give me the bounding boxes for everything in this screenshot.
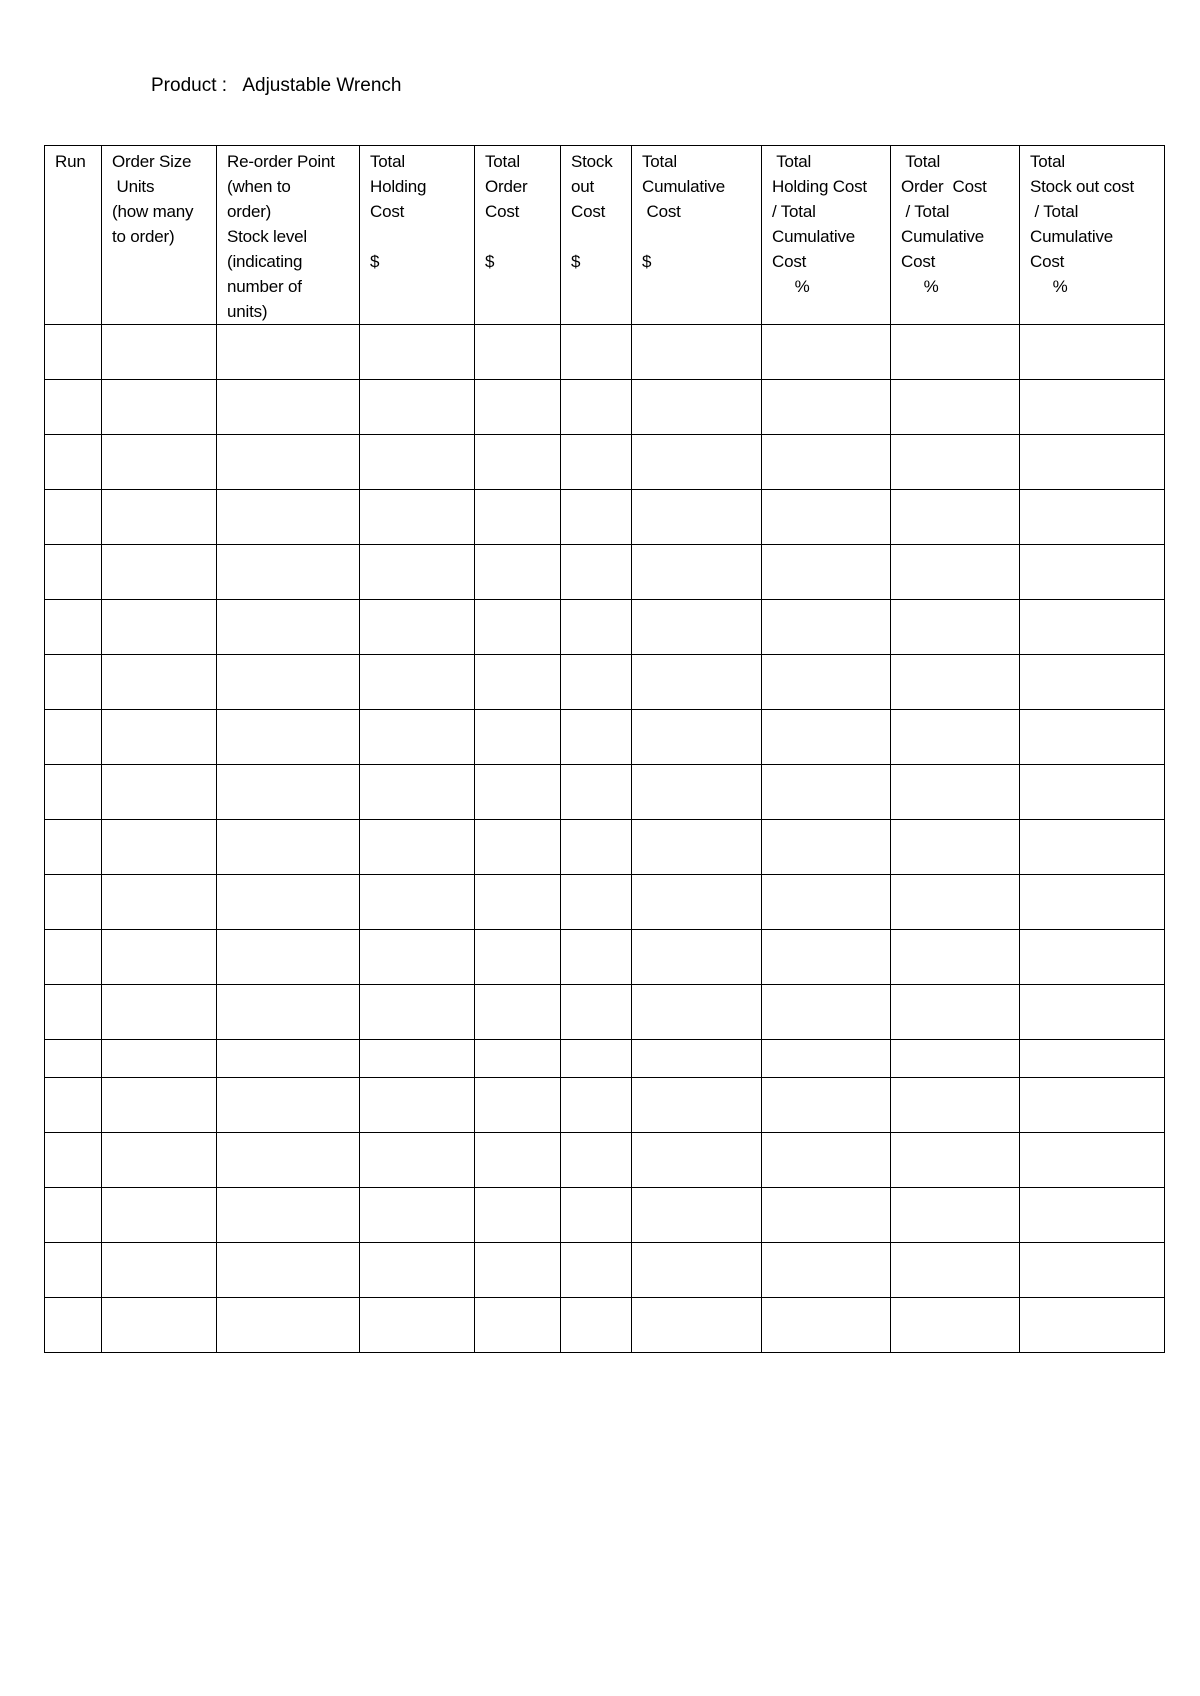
table-cell[interactable]: [475, 655, 561, 710]
table-cell[interactable]: [561, 655, 632, 710]
table-cell[interactable]: [891, 1040, 1020, 1078]
table-cell[interactable]: [360, 710, 475, 765]
table-cell[interactable]: [360, 1188, 475, 1243]
table-cell[interactable]: [102, 325, 217, 380]
table-cell[interactable]: [360, 985, 475, 1040]
table-cell[interactable]: [561, 1078, 632, 1133]
table-cell[interactable]: [632, 435, 762, 490]
table-cell[interactable]: [891, 325, 1020, 380]
table-cell[interactable]: [762, 435, 891, 490]
table-cell[interactable]: [632, 1298, 762, 1353]
table-cell[interactable]: [561, 325, 632, 380]
table-cell[interactable]: [561, 930, 632, 985]
table-cell[interactable]: [360, 820, 475, 875]
table-cell[interactable]: [475, 490, 561, 545]
column-header: [762, 146, 891, 325]
column-header: [45, 146, 102, 325]
table-cell[interactable]: [762, 1188, 891, 1243]
column-header-label: Total Holding Cost $: [370, 152, 427, 271]
table-cell[interactable]: [632, 380, 762, 435]
table-cell[interactable]: [45, 1133, 102, 1188]
column-header-label: Order Size Units (how many to order): [112, 152, 194, 246]
table-cell[interactable]: [762, 1078, 891, 1133]
column-header-label: Stock out Cost $: [571, 152, 613, 271]
table-cell[interactable]: [102, 600, 217, 655]
table-cell[interactable]: [217, 1078, 360, 1133]
table-cell[interactable]: [632, 875, 762, 930]
table-cell[interactable]: [217, 1040, 360, 1078]
table-row: [45, 325, 1165, 380]
table-cell[interactable]: [1020, 875, 1165, 930]
table-cell[interactable]: [45, 490, 102, 545]
table-cell[interactable]: [632, 600, 762, 655]
table-row: [45, 600, 1165, 655]
table-cell[interactable]: [45, 930, 102, 985]
product-label: Product :: [151, 75, 228, 96]
table-cell[interactable]: [1020, 380, 1165, 435]
table-cell[interactable]: [632, 1188, 762, 1243]
table-cell[interactable]: [762, 1243, 891, 1298]
table-cell[interactable]: [102, 1078, 217, 1133]
table-cell[interactable]: [632, 655, 762, 710]
table-cell[interactable]: [1020, 765, 1165, 820]
table-cell[interactable]: [632, 820, 762, 875]
table-cell[interactable]: [891, 710, 1020, 765]
table-cell[interactable]: [762, 325, 891, 380]
table-cell[interactable]: [1020, 655, 1165, 710]
table-row: [45, 1298, 1165, 1353]
table-cell[interactable]: [217, 380, 360, 435]
table-cell[interactable]: [45, 545, 102, 600]
table-cell[interactable]: [360, 655, 475, 710]
table-cell[interactable]: [360, 930, 475, 985]
table-cell[interactable]: [762, 1040, 891, 1078]
table-cell[interactable]: [475, 930, 561, 985]
table-cell[interactable]: [632, 545, 762, 600]
header-row: [45, 146, 1165, 325]
table-cell[interactable]: [217, 600, 360, 655]
table-row: [45, 1188, 1165, 1243]
table-cell[interactable]: [45, 325, 102, 380]
table-cell[interactable]: [891, 820, 1020, 875]
table-cell[interactable]: [762, 875, 891, 930]
table-cell[interactable]: [632, 1078, 762, 1133]
table-cell[interactable]: [1020, 490, 1165, 545]
table-cell[interactable]: [891, 600, 1020, 655]
product-name: Adjustable Wrench: [242, 75, 402, 96]
table-cell[interactable]: [360, 490, 475, 545]
table-body: [45, 325, 1165, 1353]
table-row: [45, 765, 1165, 820]
table-cell[interactable]: [45, 1188, 102, 1243]
table-cell[interactable]: [360, 875, 475, 930]
column-header-label: Run: [55, 152, 86, 171]
table-cell[interactable]: [45, 710, 102, 765]
table-cell[interactable]: [45, 1078, 102, 1133]
table-cell[interactable]: [561, 490, 632, 545]
table-cell[interactable]: [45, 655, 102, 710]
table-cell[interactable]: [891, 490, 1020, 545]
table-cell[interactable]: [217, 545, 360, 600]
table-cell[interactable]: [561, 600, 632, 655]
table-cell[interactable]: [360, 1243, 475, 1298]
table-cell[interactable]: [475, 1040, 561, 1078]
table-cell[interactable]: [217, 985, 360, 1040]
table-cell[interactable]: [360, 1298, 475, 1353]
table-cell[interactable]: [217, 710, 360, 765]
table-row: [45, 710, 1165, 765]
table-cell[interactable]: [102, 985, 217, 1040]
table-cell[interactable]: [102, 1040, 217, 1078]
table-cell[interactable]: [762, 765, 891, 820]
table-row: [45, 1040, 1165, 1078]
table-row: [45, 1133, 1165, 1188]
table-cell[interactable]: [360, 1040, 475, 1078]
table-cell[interactable]: [217, 1133, 360, 1188]
table-cell[interactable]: [632, 325, 762, 380]
table-cell[interactable]: [217, 1243, 360, 1298]
table-cell[interactable]: [360, 380, 475, 435]
table-cell[interactable]: [217, 655, 360, 710]
table-row: [45, 380, 1165, 435]
table-cell[interactable]: [360, 600, 475, 655]
table-cell[interactable]: [891, 930, 1020, 985]
table-cell[interactable]: [891, 655, 1020, 710]
table-cell[interactable]: [217, 765, 360, 820]
table-cell[interactable]: [45, 1040, 102, 1078]
table-row: [45, 1078, 1165, 1133]
table-cell[interactable]: [217, 1298, 360, 1353]
table-cell[interactable]: [45, 1243, 102, 1298]
table-row: [45, 985, 1165, 1040]
table-cell[interactable]: [102, 655, 217, 710]
table-cell[interactable]: [217, 1188, 360, 1243]
table-cell[interactable]: [102, 1298, 217, 1353]
table-cell[interactable]: [102, 710, 217, 765]
table-cell[interactable]: [45, 765, 102, 820]
table-row: [45, 490, 1165, 545]
table-cell[interactable]: [891, 435, 1020, 490]
table-cell[interactable]: [45, 985, 102, 1040]
table-cell[interactable]: [891, 1298, 1020, 1353]
table-cell[interactable]: [475, 600, 561, 655]
table-cell[interactable]: [561, 875, 632, 930]
table-cell[interactable]: [632, 930, 762, 985]
table-cell[interactable]: [1020, 1298, 1165, 1353]
table-cell[interactable]: [360, 1078, 475, 1133]
table-cell[interactable]: [475, 765, 561, 820]
table-cell[interactable]: [561, 1040, 632, 1078]
table-cell[interactable]: [632, 490, 762, 545]
table-cell[interactable]: [1020, 1040, 1165, 1078]
table-row: [45, 930, 1165, 985]
table-cell[interactable]: [45, 1298, 102, 1353]
table-cell[interactable]: [632, 985, 762, 1040]
table-cell[interactable]: [762, 380, 891, 435]
table-cell[interactable]: [762, 985, 891, 1040]
table-cell[interactable]: [475, 435, 561, 490]
table-cell[interactable]: [632, 1133, 762, 1188]
table-cell[interactable]: [561, 765, 632, 820]
column-header: [475, 146, 561, 325]
table-cell[interactable]: [102, 1188, 217, 1243]
column-header-label: Total Order Cost $: [485, 152, 528, 271]
table-cell[interactable]: [475, 1188, 561, 1243]
table-cell[interactable]: [45, 875, 102, 930]
table-cell[interactable]: [561, 435, 632, 490]
table-cell[interactable]: [561, 380, 632, 435]
table-cell[interactable]: [475, 710, 561, 765]
column-header: [102, 146, 217, 325]
table-cell[interactable]: [561, 1243, 632, 1298]
table-cell[interactable]: [561, 985, 632, 1040]
column-header-label: Total Holding Cost / Total Cumulative Cost %: [772, 152, 867, 296]
table-cell[interactable]: [475, 1243, 561, 1298]
table-cell[interactable]: [891, 1078, 1020, 1133]
table-cell[interactable]: [1020, 600, 1165, 655]
table-cell[interactable]: [45, 380, 102, 435]
table-cell[interactable]: [102, 1243, 217, 1298]
table-row: [45, 435, 1165, 490]
table-row: [45, 820, 1165, 875]
table-cell[interactable]: [632, 1243, 762, 1298]
table-cell[interactable]: [891, 765, 1020, 820]
table-cell[interactable]: [891, 380, 1020, 435]
table-cell[interactable]: [217, 325, 360, 380]
table-cell[interactable]: [475, 985, 561, 1040]
table-cell[interactable]: [475, 545, 561, 600]
table-row: [45, 655, 1165, 710]
column-header: [561, 146, 632, 325]
table-cell[interactable]: [1020, 1188, 1165, 1243]
table-cell[interactable]: [475, 325, 561, 380]
column-header: [891, 146, 1020, 325]
table-cell[interactable]: [102, 765, 217, 820]
table-row: [45, 875, 1165, 930]
table-cell[interactable]: [891, 1133, 1020, 1188]
table-cell[interactable]: [632, 1040, 762, 1078]
table-cell[interactable]: [360, 545, 475, 600]
table-cell[interactable]: [360, 1133, 475, 1188]
product-heading: [151, 74, 401, 98]
table-cell[interactable]: [475, 875, 561, 930]
table-cell[interactable]: [1020, 1078, 1165, 1133]
table-cell[interactable]: [1020, 1243, 1165, 1298]
column-header: [1020, 146, 1165, 325]
table-cell[interactable]: [561, 1133, 632, 1188]
table-cell[interactable]: [217, 875, 360, 930]
table-cell[interactable]: [102, 875, 217, 930]
table-cell[interactable]: [102, 930, 217, 985]
table-cell[interactable]: [360, 765, 475, 820]
table-cell[interactable]: [45, 435, 102, 490]
table-cell[interactable]: [360, 325, 475, 380]
table-cell[interactable]: [632, 765, 762, 820]
table-cell[interactable]: [561, 1188, 632, 1243]
table-cell[interactable]: [561, 820, 632, 875]
table-cell[interactable]: [561, 1298, 632, 1353]
table-cell[interactable]: [475, 380, 561, 435]
table-cell[interactable]: [891, 1188, 1020, 1243]
table-cell[interactable]: [102, 820, 217, 875]
table-cell[interactable]: [632, 710, 762, 765]
table-cell[interactable]: [762, 820, 891, 875]
table-cell[interactable]: [102, 380, 217, 435]
table-cell[interactable]: [102, 1133, 217, 1188]
table-cell[interactable]: [217, 490, 360, 545]
table-row: [45, 1243, 1165, 1298]
table-cell[interactable]: [102, 545, 217, 600]
table-cell[interactable]: [891, 985, 1020, 1040]
table-cell[interactable]: [1020, 435, 1165, 490]
table-cell[interactable]: [217, 820, 360, 875]
table-cell[interactable]: [102, 435, 217, 490]
table-cell[interactable]: [762, 1133, 891, 1188]
table-cell[interactable]: [891, 1243, 1020, 1298]
table-cell[interactable]: [475, 820, 561, 875]
simulation-results-table: [44, 145, 1165, 1353]
column-header-label: Total Cumulative Cost $: [642, 152, 726, 271]
table-cell[interactable]: [762, 710, 891, 765]
table-cell[interactable]: [762, 545, 891, 600]
table-cell[interactable]: [1020, 710, 1165, 765]
column-header: [632, 146, 762, 325]
table-cell[interactable]: [1020, 325, 1165, 380]
table-cell[interactable]: [1020, 1133, 1165, 1188]
table-cell[interactable]: [762, 1298, 891, 1353]
column-header-label: Re-order Point (when to order) Stock level (indicating number of units): [227, 152, 335, 321]
table-cell[interactable]: [891, 875, 1020, 930]
table-cell[interactable]: [217, 930, 360, 985]
column-header-label: Total Order Cost / Total Cumulative Cost %: [901, 152, 987, 296]
table-cell[interactable]: [475, 1133, 561, 1188]
column-header: [360, 146, 475, 325]
table-cell[interactable]: [102, 490, 217, 545]
table-cell[interactable]: [561, 710, 632, 765]
table-cell[interactable]: [45, 600, 102, 655]
table-cell[interactable]: [1020, 820, 1165, 875]
table-cell[interactable]: [475, 1298, 561, 1353]
table-cell[interactable]: [891, 545, 1020, 600]
table-cell[interactable]: [217, 435, 360, 490]
table-row: [45, 545, 1165, 600]
table-cell[interactable]: [45, 820, 102, 875]
column-header: [217, 146, 360, 325]
table-cell[interactable]: [762, 930, 891, 985]
table-cell[interactable]: [1020, 930, 1165, 985]
table-cell[interactable]: [1020, 545, 1165, 600]
column-header-label: Total Stock out cost / Total Cumulative Cost %: [1030, 152, 1134, 296]
table-cell[interactable]: [561, 545, 632, 600]
table-cell[interactable]: [762, 600, 891, 655]
table-cell[interactable]: [360, 435, 475, 490]
table-cell[interactable]: [762, 655, 891, 710]
table-cell[interactable]: [762, 490, 891, 545]
table-cell[interactable]: [1020, 985, 1165, 1040]
table-cell[interactable]: [475, 1078, 561, 1133]
